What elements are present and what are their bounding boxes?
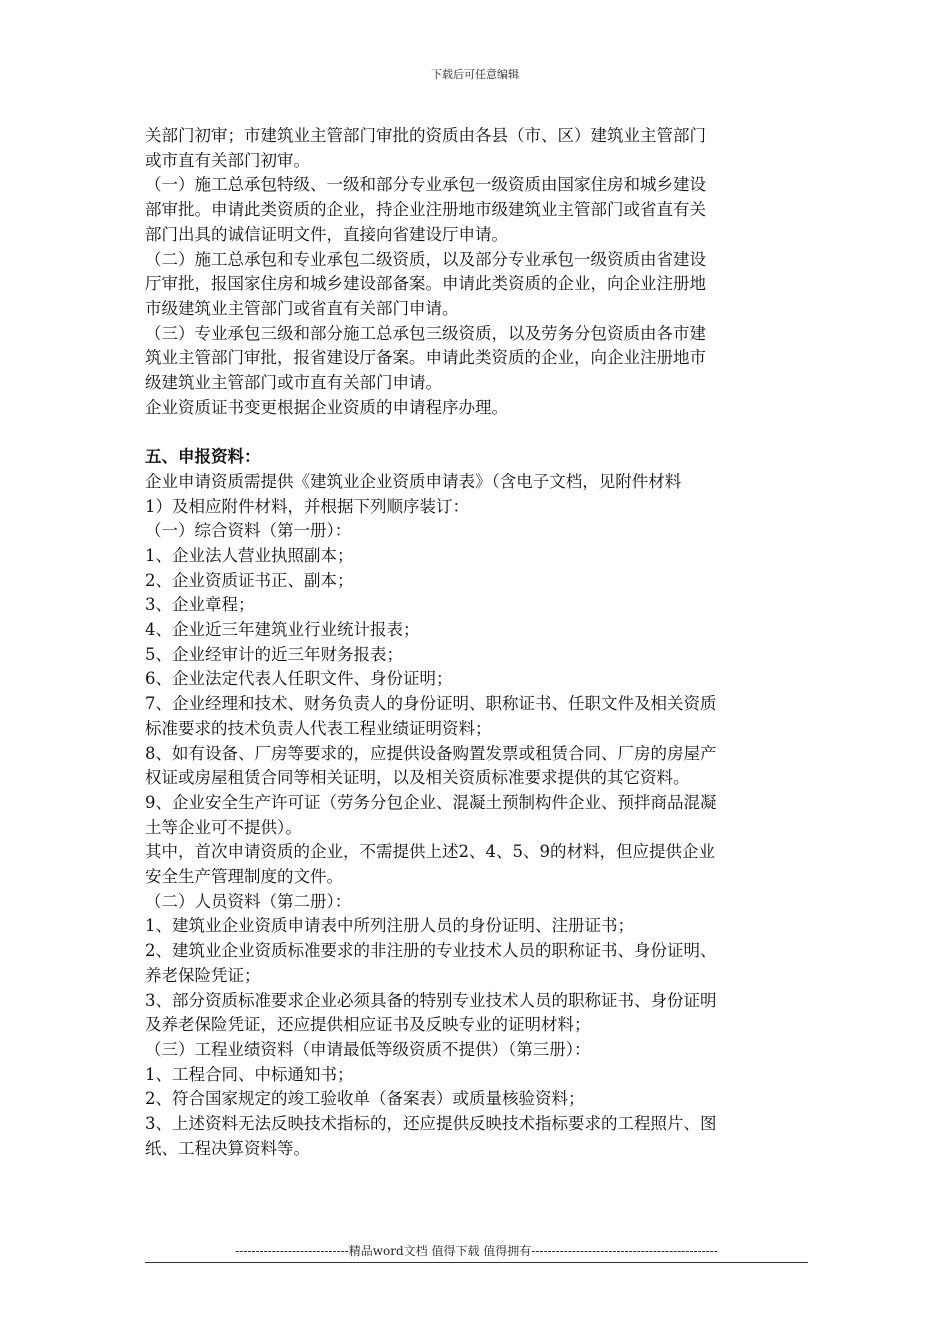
text-line: 2、企业资质证书正、副本； [145, 570, 354, 590]
text-line: 标准要求的技术负责人代表工程业绩证明资料； [145, 718, 492, 738]
text-line: 3、企业章程； [145, 595, 255, 615]
text-line: 5、企业经审计的近三年财务报表； [145, 644, 403, 664]
text-line: 1、企业法人营业执照副本； [145, 545, 354, 565]
text-line: 关部门初审；市建筑业主管部门审批的资质由各县（市、区）建筑业主管部门 [145, 126, 706, 145]
text-line: 7、企业经理和技术、财务负责人的身份证明、职称证书、任职文件及相关资质 [145, 694, 717, 714]
text-line: 1、工程合同、中标通知书； [145, 1064, 354, 1084]
text-line: （二）施工总承包和专业承包二级资质，以及部分专业承包一级资质由省建设 [145, 249, 706, 269]
paragraph-gap [145, 420, 810, 445]
text-line: 纸、工程决算资料等。 [145, 1138, 310, 1158]
text-line: 部审批。申请此类资质的企业，持企业注册地市级建筑业主管部门或省直有关 [145, 200, 706, 220]
text-line: 3、上述资料无法反映技术指标的，还应提供反映技术指标要求的工程照片、图 [145, 1114, 717, 1134]
document-body [145, 124, 810, 1162]
text-line: （一）综合资料（第一册）： [145, 521, 352, 541]
text-line: 企业申请资质需提供《建筑业企业资质申请表》（含电子文档，见附件材料 [145, 471, 682, 491]
text-line: 9、企业安全生产许可证（劳务分包企业、混凝土预制构件企业、预拌商品混凝 [145, 792, 717, 812]
text-line: 土等企业可不提供）。 [145, 817, 302, 837]
text-line: 安全生产管理制度的文件。 [145, 867, 343, 887]
text-line: 6、企业法定代表人任职文件、身份证明； [145, 669, 453, 689]
text-line: 权证或房屋租赁合同等相关证明，以及相关资质标准要求提供的其它资料。 [145, 768, 690, 788]
text-line: 2、建筑业企业资质标准要求的非注册的专业技术人员的职称证书、身份证明、 [145, 941, 717, 961]
text-line: 3、部分资质标准要求企业必须具备的特别专业技术人员的职称证书、身份证明 [145, 990, 717, 1010]
text-line: （三）专业承包三级和部分施工总承包三级资质，以及劳务分包资质由各市建 [145, 323, 706, 343]
text-line: 8、如有设备、厂房等要求的，应提供设备购置发票或租赁合同、厂房的房屋产 [145, 743, 717, 763]
text-line: 市级建筑业主管部门或省直有关部门申请。 [145, 298, 459, 318]
text-line: 厅审批，报国家住房和城乡建设部备案。申请此类资质的企业，向企业注册地 [145, 274, 706, 294]
section-heading: 五、申报资料： [145, 447, 261, 467]
text-line: 养老保险凭证； [145, 965, 261, 985]
text-line: 1）及相应附件材料，并根据下列顺序装订： [145, 496, 469, 516]
text-line: 筑业主管部门审批，报省建设厅备案。申请此类资质的企业，向企业注册地市 [145, 348, 706, 368]
page-header: 下载后可任意编辑 [431, 68, 519, 81]
footer-rule [145, 1262, 808, 1263]
text-line: （二）人员资料（第二册）： [145, 891, 352, 911]
text-line: 1、建筑业企业资质申请表中所列注册人员的身份证明、注册证书； [145, 916, 634, 936]
text-line: 部门出具的诚信证明文件，直接向省建设厅申请。 [145, 224, 508, 244]
page-footer: ----------------------------精品word文档 值得下载 值得拥有---------------------------------------------- [235, 1244, 718, 1258]
text-line: 或市直有关部门初审。 [145, 150, 310, 170]
text-line: （三）工程业绩资料（申请最低等级资质不提供）（第三册）： [145, 1040, 591, 1059]
text-line: （一）施工总承包特级、一级和部分专业承包一级资质由国家住房和城乡建设 [145, 175, 706, 195]
text-line: 其中，首次申请资质的企业，不需提供上述2、4、5、9的材料，但应提供企业 [145, 842, 715, 862]
text-line: 4、企业近三年建筑业行业统计报表； [145, 620, 420, 640]
text-line: 级建筑业主管部门或市直有关部门申请。 [145, 373, 442, 393]
text-line: 及养老保险凭证，还应提供相应证书及反映专业的证明材料； [145, 1015, 591, 1035]
text-line: 企业资质证书变更根据企业资质的申请程序办理。 [145, 397, 508, 417]
text-line: 2、符合国家规定的竣工验收单（备案表）或质量核验资料； [145, 1089, 585, 1109]
